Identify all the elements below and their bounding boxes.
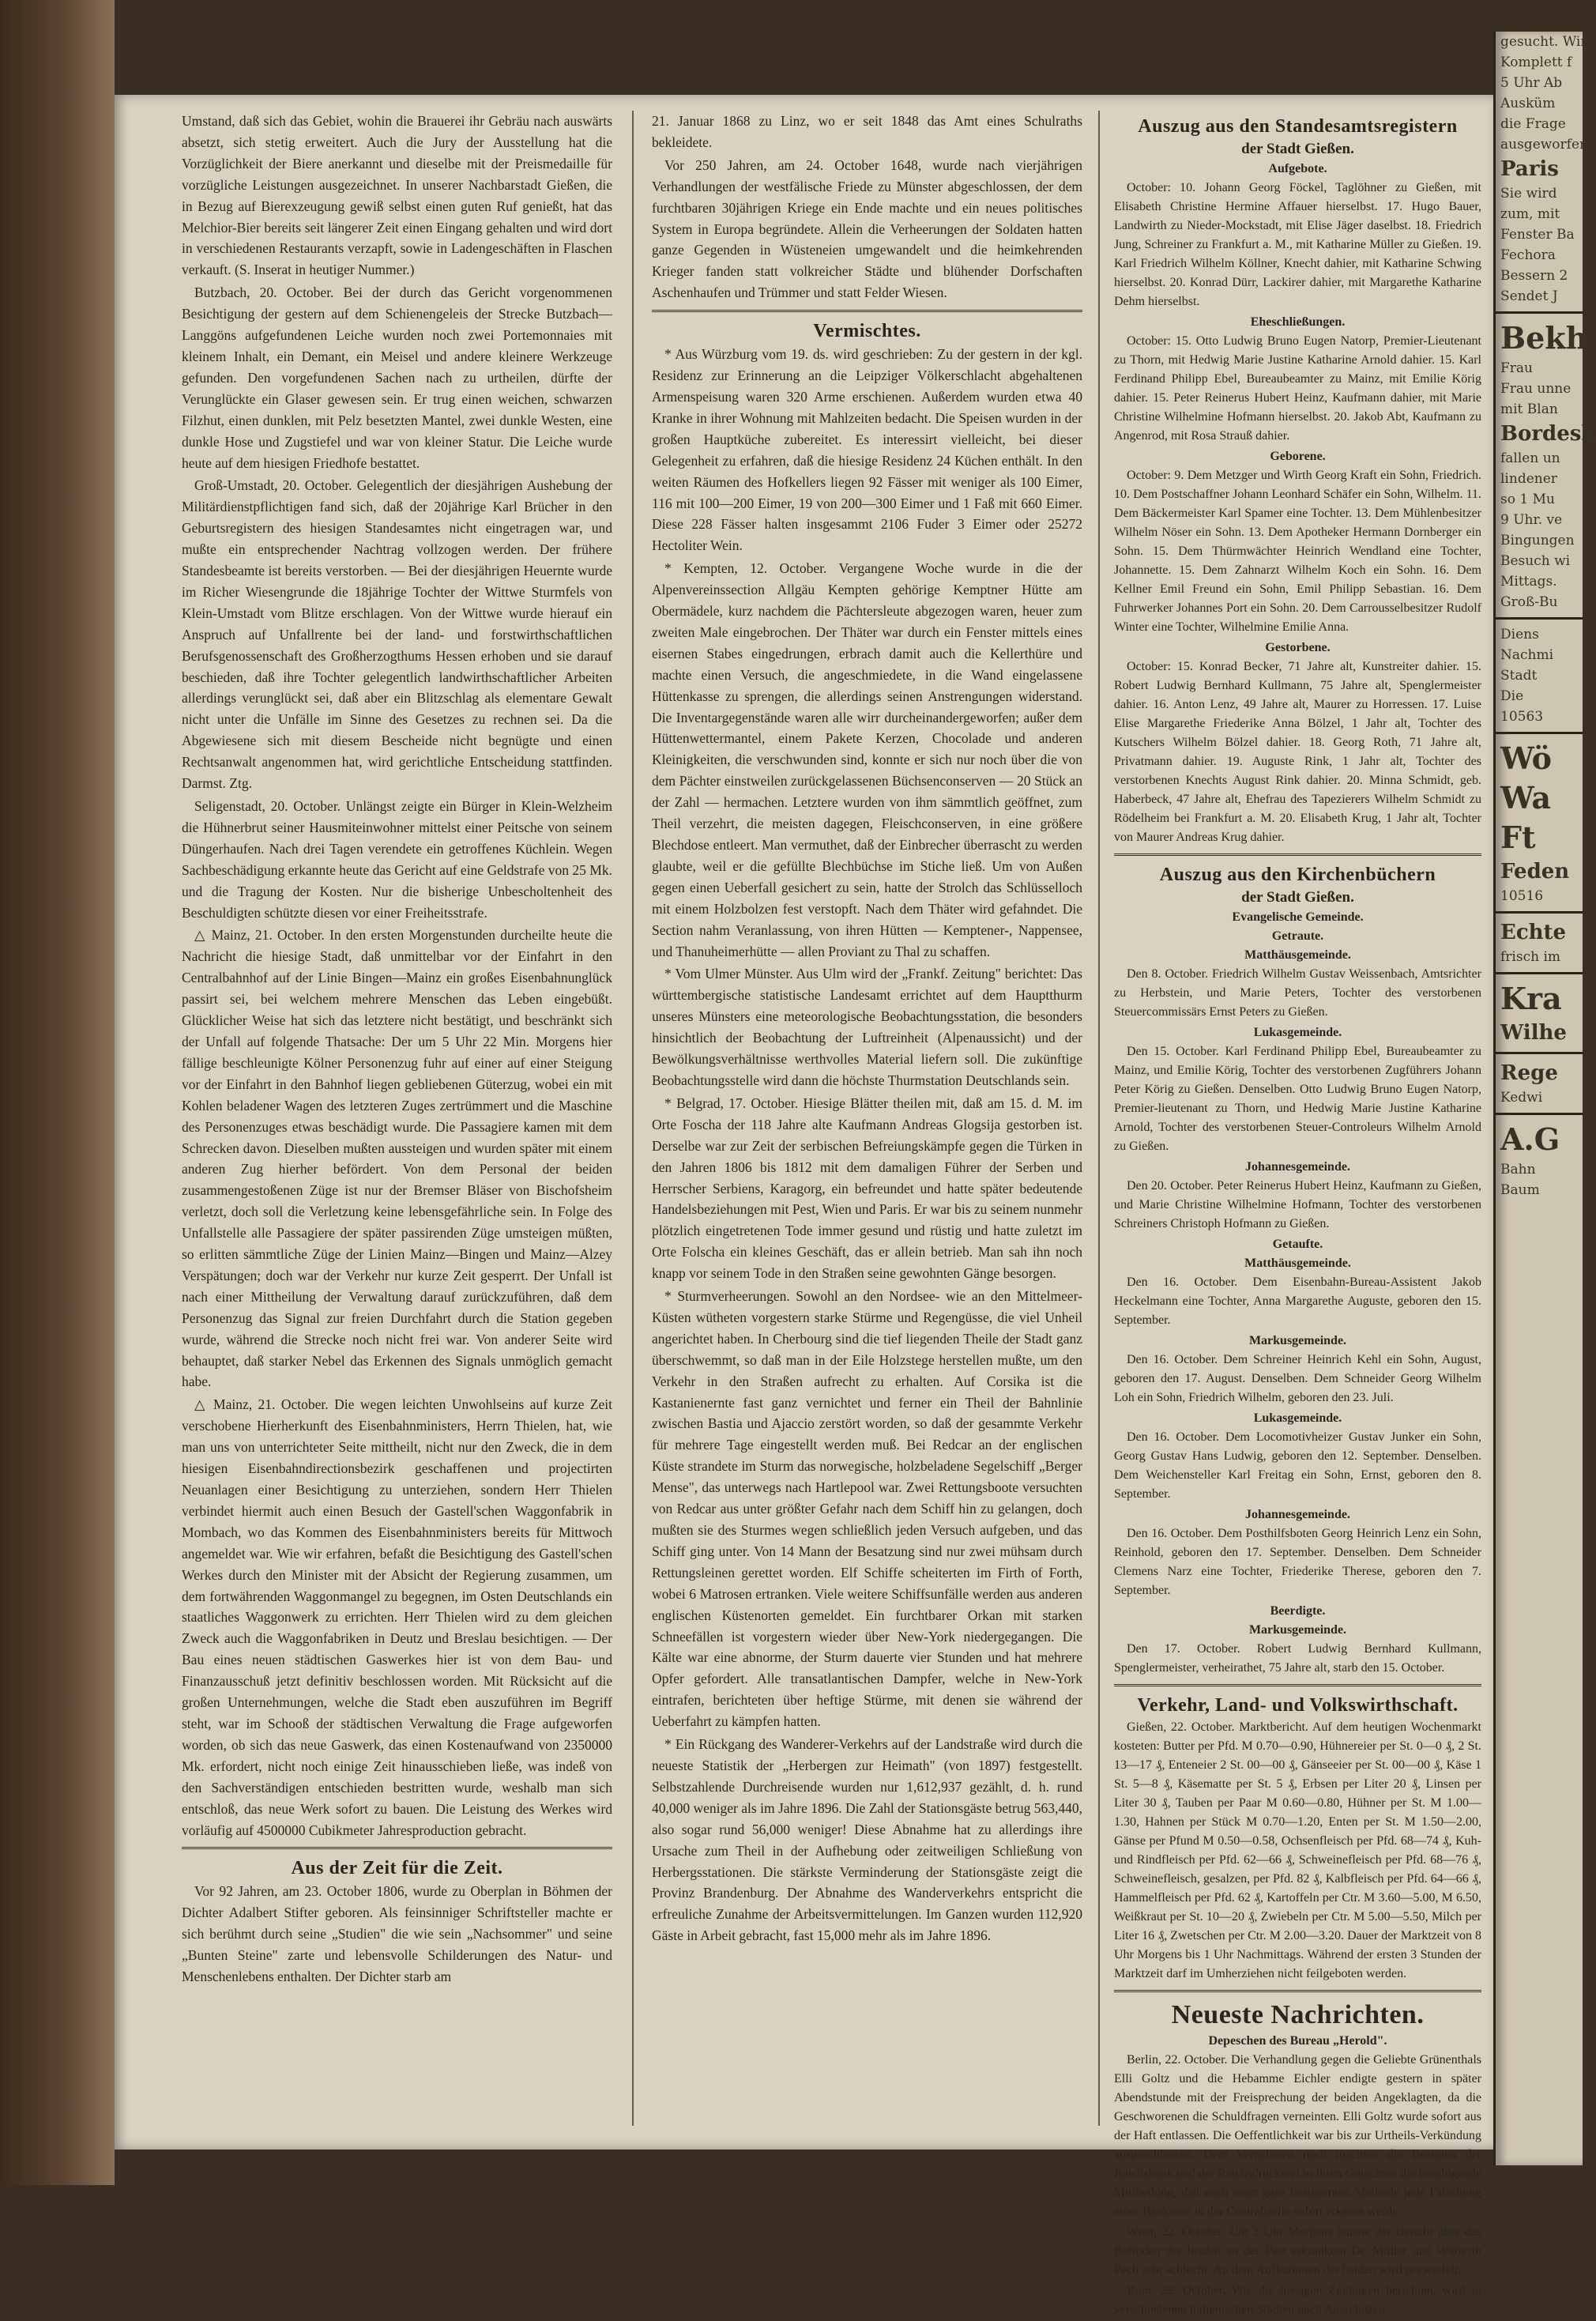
fragment: Paris bbox=[1500, 157, 1559, 181]
paragraph: Seligenstadt, 20. October. Unlängst zeigte ein Bürger in Klein-Welzheim die Hühnerbrut seiner Hausmiteinwohner mittelst einer Peitsche von seinem Düngerhaufen. Nach drei Tagen verendete ein getroffenes Küchlein. Wegen Sachbeschädigung erkannte heute das Gericht auf eine Geldstrafe von 25 Mk. und die Tragung der Kosten. Nur die bisherige Unbescholtenheit des Beschuldigten schützte diesen vor einer Freiheitsstrafe. bbox=[182, 798, 612, 921]
fragment: Baum bbox=[1500, 1182, 1540, 1198]
paragraph: October: 9. Dem Metzger und Wirth Georg Kraft ein Sohn, Friedrich. 10. Dem Postschaffner Johann Leonhard Schäfer ein Sohn, Wilhelm. 11. Dem Bäckermeister Karl Spamer eine Tochter. 13. Dem Mühlenbesitzer Wilhelm Nöser ein Sohn. 13. Dem Apotheker Hermann Dornberger ein Sohn. 15. Dem Thürmwächter Heinrich Wendland eine Tochter, Johannette. 15. Dem Zahnarzt Wilhelm Koch ein Sohn. 16. Dem Kellner Emil Freund ein Sohn, Emil Philipp Sebastian. 16. Dem Fuhrwerker Johannes Port ein Sohn. 20. Dem Carrousselbesitzer Rudolf Winter eine Tochter, Wilhelmine Emilie Anna. bbox=[1114, 469, 1481, 634]
subsection-label: Gestorbene. bbox=[1265, 641, 1331, 654]
fragment: 9 Uhr. ve bbox=[1500, 512, 1563, 528]
subsection-label: Matthäusgemeinde. bbox=[1244, 948, 1351, 962]
section-heading: Neueste Nachrichten. bbox=[1171, 2000, 1425, 2029]
paragraph: Vor 92 Jahren, am 23. October 1806, wurde zu Oberplan in Böhmen der Dichter Adalbert Stifter geboren. Als feinsinniger Schriftsteller machte er sich berühmt durch seine „Studien" die wie sein „Nachsommer" und seine „Bunten Steine" zarte und lebensvolle Schilderungen des Natur- und Menschenlebens enthalten. Der Dichter starb am bbox=[182, 1883, 612, 1985]
column-rule bbox=[1098, 111, 1100, 2126]
fragment: Bessern 2 bbox=[1500, 268, 1568, 284]
subsection-label: Getaufte. bbox=[1272, 1238, 1323, 1251]
fragment: Echte bbox=[1500, 921, 1567, 944]
fragment: zum, mit bbox=[1500, 206, 1560, 222]
subsection-label: Beerdigte. bbox=[1270, 1604, 1326, 1618]
section-divider bbox=[182, 1847, 612, 1849]
adjacent-page-strip bbox=[1493, 32, 1596, 2165]
paragraph: Berlin, 22. October. Die Verhandlung gegen die Geliebte Grünenthals Elli Goltz und die Hebamme Eichler endigte gestern in später Abendstunde mit der Freisprechung der beiden Angeklagten, da die Geschworenen die Schuldfragen verneinten. Elli Goltz wurde sofort aus der Haft entlassen. Die Oeffentlichkeit war bis zur Urtheils-Verkündung ausgeschlossen. Dem Vernehmen nach machten die Beamten der Reichsbank und der Reichsdruckerei in ihren Gutachten die beruhigende Mittheilung, daß nach einer ganz bestimmten Methode jede Fälschung einer Banknote in der Centralstelle sofort erkannt werde. bbox=[1114, 2053, 1481, 2218]
fragment: frisch im bbox=[1500, 949, 1561, 965]
paragraph: Den 16. October. Dem Locomotivheizer Gustav Junker ein Sohn, Georg Gustav Hans Ludwig, geboren den 12. September. Denselben. Dem Weichensteller Karl Freitag ein Sohn, Ernst, geboren den 8. September. bbox=[1114, 1430, 1481, 1501]
paragraph: Umstand, daß sich das Gebiet, wohin die Brauerei ihr Gebräu nach auswärts absetzt, sich stetig erweitert. Auch die Jury der Ausstellung hat die Vorzüglichkeit der Biere anerkannt und dieselbe mit der Preismedaille für vorzügliche Leistungen ausgezeichnet. In unserer Nachbarstadt Gießen, die in Bezug auf Bierexzeugung gewiß selbst einen guten Ruf genießt, hat das Melchior-Bier bereits seit längerer Zeit einen Eingang gehalten und wird dort in verschiedenen Restaurants verzapft, sowie in Ladengeschäften in Flaschen verkauft. (S. Inserat in heutiger Nummer.) bbox=[182, 113, 612, 278]
paragraph: Den 20. October. Peter Reinerus Hubert Heinz, Kaufmann zu Gießen, und Marie Christine Wilhelmine Hofmann, Tochter des verstorbenen Schreiners Christoph Hofmann zu Gießen. bbox=[1114, 1179, 1481, 1230]
fragment: Fechora bbox=[1500, 247, 1556, 263]
paragraph: Den 15. October. Karl Ferdinand Philipp Ebel, Bureaubeamter zu Mainz, und Emilie Körig, Tochter des verstorbenen Zugführers Johann Peter Körig zu Gießen. Denselben. Otto Ludwig Bruno Eugen Natorp, Premier-lieutenant zu Thorn, und Hedwig Marie Justine Katharine Arnold, Tochter des verstorbenen Steuer-Controleurs Wilhelm Arnold zu Gießen. bbox=[1114, 1045, 1481, 1153]
fragment: A.G bbox=[1500, 1121, 1560, 1157]
rule bbox=[1496, 1052, 1583, 1054]
fragment: Diens bbox=[1500, 627, 1539, 642]
fragment: Fenster Ba bbox=[1500, 227, 1575, 243]
subsection-label: Markusgemeinde. bbox=[1248, 1623, 1347, 1637]
fragment: Sie wird bbox=[1500, 186, 1557, 202]
fragment: Komplett f bbox=[1500, 55, 1572, 70]
column-rule bbox=[632, 111, 634, 2126]
paragraph: △ Mainz, 21. October. Die wegen leichten Unwohlseins auf kurze Zeit verschobene Hierherkunft des Eisenbahnministers, Herrn Thielen, hat, wie man uns von unterrichteter Seite mittheilt, nicht nur den Zweck, die in dem hiesigen Eisenbahndirectionsbezirk geschaffenen und projectirten Neuanlagen einer Besichtigung zu unterziehen, sondern Herr Thielen verbindet hiermit auch einen Besuch der Gastell'schen Waggonfabrik in Mombach, wo das Kommen des Eisenbahnministers bereits für Mittwoch angemeldet war. Wie wir erfahren, befaßt die Besichtigung des Gastell'schen Werkes durch den Minister mit der Absicht der Regierung zusammen, um dem fortwährenden Waggonmangel zu begegnen, im Osten Deutschlands ein staatliches Waggonwerk zu errichten. Herr Thielen wird zu dem gleichen Zweck auch die Waggonfabriken in Deutz und Breslau besichtigen. — Der Bau eines neuen städtischen Gaswerkes hier ist von dem Bau- und Finanzausschuß jetzt definitiv beschlossen worden. Mit Rücksicht auf die großen Unternehmungen, welche die Stadt eben auszuführen im Begriff steht, war im Schooß der städtischen Verwaltung die Frage aufgeworfen worden, ob sich das neue Gaswerk, das einen Kostenaufwand von 2350000 Mk. erfordert, nicht noch einige Zeit hinausschieben ließe, was indeß von den Sachverständigen entschieden bestritten wurde, weshalb man sich entschloß, das neue Werk sofort zu bauen. Die Leistung des Werkes wird vorläufig auf 4500000 Cubikmeter Jahresproduction gebracht. bbox=[182, 1396, 612, 1838]
section-divider bbox=[1114, 1684, 1481, 1686]
paragraph: 21. Januar 1868 zu Linz, wo er seit 1848 das Amt eines Schulraths bekleidete. bbox=[652, 113, 1082, 150]
fragment: Bekh bbox=[1500, 320, 1588, 356]
rule bbox=[1496, 972, 1583, 974]
subsection-label: Johannesgemeinde. bbox=[1245, 1160, 1350, 1174]
fragment: Nachmi bbox=[1500, 647, 1554, 663]
fragment: Bahn bbox=[1500, 1162, 1536, 1177]
paragraph: Den 8. October. Friedrich Wilhelm Gustav Weissenbach, Amtsrichter zu Herbstein, und Marie Peters, Tochter des verstorbenen Steuercommissärs Ernst Peters zu Gießen. bbox=[1114, 967, 1481, 1019]
section-heading: Vermischtes. bbox=[813, 321, 921, 342]
column-2 bbox=[652, 111, 1082, 1948]
fragment: Frau bbox=[1500, 360, 1534, 376]
section-heading: Auszug aus den Kirchenbüchern bbox=[1159, 865, 1436, 885]
section-heading: Aus der Zeit für die Zeit. bbox=[291, 1858, 503, 1879]
rule bbox=[1496, 617, 1583, 620]
fragment: Kra bbox=[1500, 981, 1562, 1016]
paragraph: Vor 250 Jahren, am 24. October 1648, wurde nach vierjährigen Verhandlungen der westfälische Friede zu Münster abgeschlossen, der dem furchtbaren 30jährigen Kriege ein Ende machte und ein neues politisches System in Europa begründete. Allein die Verheerungen der Soldaten hatten ganze Gegenden in Wüsteneien umgewandelt und die heimkehrenden Krieger fanden statt volkreicher Städte und blühender Dorfschaften Aschenhaufen und Trümmer und statt Felder Wiesen. bbox=[652, 156, 1082, 301]
fragment: 10563 bbox=[1500, 709, 1544, 725]
subsection-label: Matthäusgemeinde. bbox=[1244, 1257, 1351, 1270]
rule bbox=[1496, 1113, 1583, 1115]
paragraph: Den 16. October. Dem Eisenbahn-Bureau-Assistent Jakob Heckelmann eine Tochter, Anna Margarethe Auguste, geboren den 15. September. bbox=[1114, 1275, 1481, 1327]
subsection-label: Aufgebote. bbox=[1268, 162, 1327, 175]
fragment: Rege bbox=[1500, 1061, 1558, 1085]
fragment: fallen un bbox=[1500, 450, 1560, 466]
fragment: ausgeworfen bbox=[1500, 137, 1588, 153]
subsection-label: Lukasgemeinde. bbox=[1253, 1026, 1342, 1039]
fragment: Groß-Bu bbox=[1500, 594, 1558, 610]
paragraph: △ Mainz, 21. October. In den ersten Morgenstunden durcheilte heute die Nachricht die hiesige Stadt, daß unmittelbar vor der Einfahrt in den Centralbahnhof auf der Linie Bingen—Mainz ein großes Eisenbahnunglück passirt sei, bei welchem mehrere Menschen das Leben eingebüßt. Glücklicher Weise hat sich das letztere nicht bestätigt, und beschränkt sich der Unfall auf folgende Thatsache: Der um 5 Uhr 22 Min. Morgens hier fällige beschleunigte Kölner Personenzug fuhr auf einer auf einer Steigung vor der Einfahrt in den Bahnhof liegen gebliebenen Güterzug, wobei ein mit Kohlen beladener Wagen des letzteren Zuges zertrümmert und die Maschine des Personenzuges etwas beschädigt wurde. Die Passagiere kamen mit dem Schrecken davon. Dieselben mußten aussteigen und wurden später mit einem anderen Zug hierher befördert. Von dem Personal der beiden zusammengestoßenen Züge ist nur der Bremser Bläser von Bischofsheim verletzt, doch soll die Verletzung keine lebensgefährliche sein. In Folge des Unfallstelle alle Passagiere der später passirenden Züge umsteigen müßten, so erlitten sämmtliche Züge der Linien Mainz—Bingen und Mainz—Alzey Verspätungen; doch war der Verkehr nur kurze Zeit gesperrt. Der Unfall ist nach einer Mittheilung der Verwaltung darauf zurückzuführen, daß dem Personenzug das Signal zur freien Durchfahrt durch die Station gegeben wurde, während die Strecke noch nicht frei war. Von anderer Seite wird behauptet, daß starker Nebel das Erkennen des Signals unmöglich gemacht habe. bbox=[182, 927, 612, 1390]
paragraph: Groß-Umstadt, 20. October. Gelegentlich der diesjährigen Aushebung der Militärdienstpflichtigen fand sich, daß der 20jährige Karl Brücher in den Geburtsregistern des hiesigen Standesamtes nicht eingetragen war, und mußte ein entsprechender Nachtrag vollzogen werden. Der frühere Standesbeamte ist bereits verstorben. — Bei der diesjährigen Heuernte wurde im Richer Wiesengrunde die 18jährige Tochter der Wittwe Sturmfels von Klein-Umstadt vom Blitze erschlagen. Von der Wittwe wurde hierauf ein Anspruch auf Unfallrente bei der land- und forstwirthschaftlichen Berufsgenossenschaft des Großherzogthums Hessen erhoben und sie darauf beschieden, daß ihre Tochter gelegentlich landwirthschaftlicher Arbeiten allerdings verunglückt sei, daß aber ein Blitzschlag als elementare Gewalt nicht unter die Unfälle im Sinne des Gesetzes zu rechnen sei. Da die Abgewiesene sich mit diesem Bescheide nicht begnügte und einen Rechtsanwalt angenommen hat, wird gerichtliche Entscheidung stattfinden. Darmst. Ztg. bbox=[182, 477, 612, 792]
paragraph: Wien, 22. October. Um 3 Uhr Morgens lautete der Bericht über das Befinden der beiden an der Pest erkrankten Dr. Müller und Wärterin Pech sehr schlecht. An dem Aufkommen der beiden wird gezweifelt. bbox=[1114, 2225, 1481, 2277]
newspaper-page bbox=[115, 95, 1493, 2316]
paragraph: October: 10. Johann Georg Föckel, Taglöhner zu Gießen, mit Elisabeth Christine Hermine Affauer hierselbst. 17. Hugo Bauer, Landwirth zu Nieder-Mockstadt, mit Elise Jäger daselbst. 18. Friedrich Jung, Schreiner zu Frankfurt a. M., mit Katharine Müller zu Gießen. 19. Karl Friedrich Wilhelm Köllner, Knecht dahier, mit Katharine Schwing hierselbst. 20. Konrad Dürr, Lackirer dahier, mit Margarethe Katharine Dehm hierselbst. bbox=[1114, 181, 1481, 308]
subsection-label: Geborene. bbox=[1270, 450, 1326, 463]
rule bbox=[1496, 311, 1583, 314]
paragraph: * Vom Ulmer Münster. Aus Ulm wird der „Frankf. Zeitung" berichtet: Das württembergische statistische Landesamt errichtet auf dem Hauptthurm unseres Münsters eine meteorologische Beobachtungsstation, die besonders hinsichtlich der Beobachtung der Luftreinheit (Alpenaussicht) und der Bewölkungsverhältnisse werthvolles Material liefern soll. Die zukünftige Beobachtungsstelle wird dann die höchste Thurmstation Deutschlands sein. bbox=[652, 966, 1082, 1088]
fragment: Besuch wi bbox=[1500, 553, 1571, 569]
fragment: so 1 Mu bbox=[1500, 492, 1555, 507]
paragraph: * Aus Würzburg vom 19. ds. wird geschrieben: Zu der gestern in der kgl. Residenz zur Erinnerung an die Leipziger Völkerschlacht abgehaltenen Armenspeisung waren 320 Arme erschienen. Außerdem wurden etwa 40 Kranke in ihrer Wohnung mit Mahlzeiten bedacht. Die Speisen wurden in der großen Hauptküche zubereitet. Es interessirt vielleicht, bei dieser Gelegenheit zu erfahren, daß die hiesige Residenz 24 Küchen enthält. In den weiten Räumen des Hofkellers liegen 92 Fässer mit weniger als 100 Eimer, 116 mit 100—200 Eimer, 19 von 200—300 Eimer und 1 Faß mit 660 Eimer. Diese 228 Fässer halten insgesammt 2106 Fuder 3 Eimer oder 25272 Hectoliter Wein. bbox=[652, 346, 1082, 554]
subsection-label: Getraute. bbox=[1271, 929, 1324, 943]
paragraph: Den 16. October. Dem Schreiner Heinrich Kehl ein Sohn, August, geboren den 17. August. Denselben. Dem Schneider Georg Wilhelm Loh ein Sohn, Friedrich Wilhelm, geboren den 23. Juli. bbox=[1114, 1353, 1481, 1404]
rule bbox=[1496, 911, 1583, 914]
subsection-label: Lukasgemeinde. bbox=[1253, 1411, 1342, 1425]
fragment: gesucht. Wir bbox=[1500, 34, 1587, 50]
subsection-label: Johannesgemeinde. bbox=[1245, 1508, 1350, 1521]
paragraph: Den 17. October. Robert Ludwig Bernhard Kullmann, Spenglermeister, verheirathet, 75 Jahre alt, starb den 15. October. bbox=[1114, 1642, 1481, 1675]
fragment: Kedwi bbox=[1500, 1090, 1543, 1106]
fragment: 5 Uhr Ab bbox=[1500, 75, 1563, 91]
subsection-label: Eheschließungen. bbox=[1250, 315, 1346, 329]
section-divider bbox=[652, 310, 1082, 312]
fragment: Ausküm bbox=[1500, 96, 1556, 111]
section-subheading: der Stadt Gießen. bbox=[1241, 141, 1354, 157]
fragment: Stadt bbox=[1500, 668, 1538, 684]
fragment: 10516 bbox=[1500, 888, 1544, 904]
section-subheading: der Stadt Gießen. bbox=[1241, 889, 1354, 906]
fragment: Bordesh bbox=[1500, 422, 1596, 446]
fragment: Ft bbox=[1500, 820, 1536, 855]
paragraph: October: 15. Otto Ludwig Bruno Eugen Natorp, Premier-Lieutenant zu Thorn, mit Hedwig Marie Justine Katharine Arnold dahier. 15. Karl Ferdinand Philipp Ebel, Bureaubeamter zu Mainz, mit Emilie Körig dahier. 15. Peter Reinerus Hubert Heinz, Kaufmann dahier, mit Marie Christine Wilhelmine Hofmann hierselbst. 20. Jakob Abt, Kaufmann zu Angenrod, mit Rosa Strauß dahier. bbox=[1114, 334, 1481, 443]
section-heading: Auszug aus den Standesamtsregistern bbox=[1138, 116, 1458, 137]
fragment: Bingungen bbox=[1500, 533, 1575, 548]
subsection-label: Evangelische Gemeinde. bbox=[1232, 910, 1364, 924]
section-divider bbox=[1114, 853, 1481, 856]
book-spine bbox=[0, 0, 115, 2185]
paragraph: * Kempten, 12. October. Vergangene Woche wurde in die der Alpenvereinssection Allgäu Kempten gehörige Kemptner Hütte am Obermädele, kurz nachdem die Pächtersleute abgezogen waren, heuer zum zweiten Male eingebrochen. Der Thäter war durch ein Fenster mittels eines eisernen Stabes eingedrungen, erbrach damit auch die Kellerthüre und machte einen Versuch, die angeschmiedete, in die Wand eingelassene Hüttenkasse zu sprengen, die allerdings seinen Anstrengungen widerstand. Die Inventargegenstände waren alle wirr durcheinandergeworfen; außer dem Hüttenwettermantel, einem Pakete Kerzen, Chocolade und anderen Kleinigkeiten, die verschwunden sind, konnte er sich nur noch über die von dem Pächter einstweilen zurückgelassenen Büchsenconserven — 20 Stück an der Zahl — hermachen. Letztere wurden von ihm sämmtlich geöffnet, zum Theil verzehrt, die meisten dagegen, Fleischconserven, in eine größere Blechdose entleert. Man vermuthet, daß der Einbrecher überrascht zu werden glaubte, weil er die gefüllte Blechbüchse im Stiche ließ. Um von Außen gegen einen Ueberfall gesichert zu sein, hatte der Strolch das Schlüsselloch mit einem Holzbolzen fest verstopft. Nach dem Thäter wird gefahndet. Die Section nahm Veranlassung, von ihren Hütten — Kemptener-, Nappensee, und Thanuheimerhütte — allen Proviant zu Thal zu schaffen. bbox=[652, 560, 1082, 959]
fragment: Feden bbox=[1500, 860, 1570, 884]
fragment: lindener bbox=[1500, 471, 1557, 487]
paragraph: Rom, 22. October. Wie die hiesigen Zeitungen berichten, wird in verschiedenen italienischen Städten nach Anarchisten bbox=[1114, 2284, 1481, 2316]
fragment: Wa bbox=[1500, 780, 1551, 816]
paragraph: * Belgrad, 17. October. Hiesige Blätter theilen mit, daß am 15. d. M. im Orte Foscha der 118 Jahre alte Kaufmann Andreas Glogsija gestorben ist. Derselbe war zur Zeit der serbischen Befreiungskämpfe gegen die Türken in den Jahren 1806 bis 1812 mit dem damaligen Führer der Serben und Herrscher Serbiens, Karagorg, ein befreundet und hatte später bedeutende Handelsbeziehungen mit Pest, Wien und Paris. Er war bis zu seinem nunmehr plötzlich eingetretenen Tode immer gesund und rüstig und hatte zuletzt im Orte Folscha ein kleines Geschäft, das er allein betrieb. Man sah ihn noch knapp vor seinem Tode in den Straßen seine gewohnten Gänge besorgen. bbox=[652, 1095, 1082, 1282]
fragment: mit Blan bbox=[1500, 401, 1558, 417]
fragment: Mittags. bbox=[1500, 574, 1557, 590]
column-3 bbox=[1114, 111, 1481, 2321]
subsection-label: Markusgemeinde. bbox=[1248, 1334, 1347, 1347]
fragment: Frau unne bbox=[1500, 381, 1572, 397]
paragraph: * Ein Rückgang des Wanderer-Verkehrs auf der Landstraße wird durch die neueste Statistik der „Herbergen zur Heimath" (von 1897) festgestellt. Selbstzahlende Durchreisende wurden nur 1,612,937 gezählt, d. h. rund 40,000 weniger als im Jahre 1896. Die Zahl der Stationsgäste betrug 563,440, also sogar rund 56,000 weniger! Diese Abnahme hat zu allerdings ihre Ursache zum Theil in der Aufhebung oder zeitweiligen Schließung von Herbergsstationen. Die stärkste Verminderung der Stationsgäste zeigt die Provinz Brandenburg. Der Abnahme des Wanderverkehrs entspricht die erfreuliche Zunahme der Arbeitsvermittelungen. Im Ganzen wurden 112,920 Gäste in Arbeit gebracht, fast 15,000 mehr als im Jahre 1896. bbox=[652, 1736, 1082, 1944]
fragment: Wilhe bbox=[1500, 1021, 1567, 1045]
section-divider bbox=[1114, 1990, 1481, 1992]
rule bbox=[1496, 732, 1583, 734]
section-heading: Verkehr, Land- und Volkswirthschaft. bbox=[1137, 1695, 1459, 1716]
fragment: die Frage bbox=[1500, 116, 1566, 132]
paragraph: Den 16. October. Dem Posthilfsboten Georg Heinrich Lenz ein Sohn, Reinhold, geboren den 17. September. Denselben. Dem Schneider Clemens Narz eine Tochter, Friederike Therese, geboren den 7. September. bbox=[1114, 1527, 1481, 1597]
fragment: Sendet J bbox=[1500, 288, 1558, 304]
fragment: Die bbox=[1500, 688, 1524, 704]
column-1 bbox=[182, 111, 612, 1989]
paragraph: * Sturmverheerungen. Sowohl an den Nordsee- wie an den Mittelmeer-Küsten wütheten vorgestern starke Stürme und Regengüsse, die viel Unheil angerichtet haben. In Cherbourg sind die tief liegenden Theile der Stadt ganz überschwemmt, so daß man in der Eile Holzstege herstellen mußte, um den Verkehr in den Straßen aufrecht zu erhalten. Auf Corsika ist die Kastanienernte fast ganz vernichtet und ferner ein Theil der Bahnlinie zwischen Bastia und Ajaccio zerstört worden, so daß der gesammte Verkehr für mehrere Tage eingestellt werden muß. Bei Redcar an der englischen Küste strandete im Sturm das norwegische, holzbeladene Segelschiff „Berger Mense", das unterwegs nach Hartlepool war. Zwei Rettungsboote versuchten von Redcar aus unter größter Gefahr nach dem Schiff hin zu gelangen, doch mußten sie des Sturmes wegen schließlich jeden Versuch aufgeben, und das Schiff ging unter. Von 14 Mann der Besatzung sind nur zwei mühsam durch Rettungsleinen gerettet worden. Elf Schiffe scheiterten im Firth of Forth, wobei 6 Matrosen ertranken. Viele weitere Schiffsunfälle werden aus anderen englischen Küstenorten gemeldet. Ein furchtbarer Orkan mit starken Schneefällen ist vorgestern wieder über New-York niedergegangen. Die Kälte war eine abnorme, der Sturm dauerte vier Stunden und hat mehrere Opfer gefordert. Alle transatlantischen Dampfer, welche in New-York eintrafen, berichteten über heftige Stürme, mit denen sie während der Ueberfahrt zu kämpfen hatten. bbox=[652, 1288, 1082, 1730]
paragraph: October: 15. Konrad Becker, 71 Jahre alt, Kunstreiter dahier. 15. Robert Ludwig Bernhard Kullmann, 75 Jahre alt, Spenglermeister dahier. 16. Anton Lenz, 49 Jahre alt, Maurer zu Horressen. 17. Luise Elise Margarethe Friederike Anna Bölzel, 1 Jahr alt, Tochter des Kutschers Wilhelm Bölzel dahier. 18. Georg Roth, 71 Jahre alt, Privatmann dahier. 19. Auguste Rink, 1 Jahr alt, Tochter des verstorbenen Knechts August Rink dahier. 20. Minna Schmidt, geb. Haberbeck, 47 Jahre alt, Ehefrau des Tapezierers Wilhelm Schmidt zu Rödelheim bei Frankfurt a. M. 20. Elisabeth Krug, 1 Jahr alt, Tochter von Maurer Andreas Krug dahier. bbox=[1114, 660, 1481, 844]
paragraph: Gießen, 22. October. Marktbericht. Auf dem heutigen Wochenmarkt kosteten: Butter per Pfd. M 0.70—0.90, Hühnereier per St. 0—0 ₰, 2 St. 13—17 ₰, Enteneier 2 St. 00—00 ₰, Gänseeier per St. 00—00 ₰, Käse 1 St. 5—8 ₰, Käsematte per St. 5 ₰, Erbsen per Liter 20 ₰, Linsen per Liter 30 ₰, Tauben per Paar M 0.60—0.80, Hühner per St. M 1.00—1.30, Hahnen per Stück M 0.70—1.20, Enten per St. M 1.50—2.00, Gänse per Pfund M 0.50—0.58, Ochsenfleisch per Pfd. 68—74 ₰, Kuh- und Rindfleisch per Pfd. 62—66 ₰, Schweinefleisch per Pfd. 68—76 ₰, Schweinefleisch, gesalzen, per Pfd. 82 ₰, Kalbfleisch per Pfd. 64—66 ₰, Hammelfleisch per Pfd. 62 ₰, Kartoffeln per Ctr. M 3.60—5.00, M 6.50, Weißkraut per St. 10—20 ₰, Zwiebeln per Ctr. M 5.00—5.50, Milch per Liter 16 ₰, Zwetschen per Ctr. M 2.00—3.20. Dauer der Marktzeit von 8 Uhr Morgens bis 1 Uhr Nachmittags. Während der ersten 3 Stunden der Marktzeit darf im Umherziehen nicht feilgeboten werden. bbox=[1114, 1720, 1481, 1980]
section-subheading: Depeschen des Bureau „Herold". bbox=[1208, 2034, 1387, 2048]
paragraph: Butzbach, 20. October. Bei der durch das Gericht vorgenommenen Besichtigung der gestern auf dem Schienengeleis der Strecke Butzbach—Langgöns aufgefundenen Leiche wurden noch zwei Portemonnaies mit kleinem Inhalt, ein Demant, ein Meisel und andere kleinere Werkzeuge gefunden. Den vorgefundenen Sachen nach zu urtheilen, dürfte der Verunglückte ein Glaser gewesen sein. Er trug einen weichen, schwarzen Filzhut, einen dunklen, mit Pelz besetzten Mantel, zwei dunkle Westen, eine dunkle Hose und Zugstiefel und war von kleiner Statur. Die Leiche wurde heute auf dem hiesigen Friedhofe bestattet. bbox=[182, 284, 612, 471]
fragment: Wö bbox=[1500, 740, 1552, 776]
